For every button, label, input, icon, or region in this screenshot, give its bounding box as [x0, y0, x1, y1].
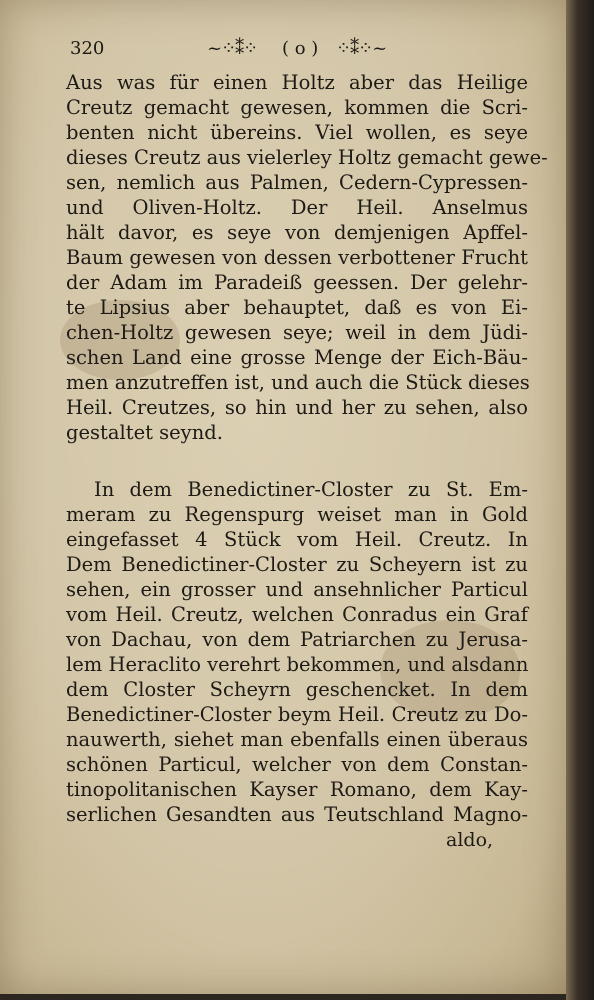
text-line: sehen, ein grosser und ansehnlicher Particul — [66, 578, 528, 601]
text-line: Baum gewesen von dessen verbottener Frucht — [66, 246, 528, 269]
text-line: Benedictiner-Closter beym Heil. Creutz zu Do- — [66, 703, 528, 726]
paragraph-gap — [66, 445, 528, 477]
text-line: Aus was für einen Holtz aber das Heilige — [66, 71, 528, 94]
text-line: Creutz gemacht gewesen, kommen die Scri- — [66, 96, 528, 119]
text-line: Heil. Creutzes, so hin und her zu sehen, also — [66, 396, 528, 419]
text-line: von Dachau, von dem Patriarchen zu Jerusa- — [66, 628, 528, 651]
page-number: 320 — [70, 38, 105, 59]
text-line: hält davor, es seye von demjenigen Apffel- — [66, 221, 528, 244]
text-line: benten nicht übereins. Viel wollen, es seye — [66, 121, 528, 144]
text-line: sen, nemlich aus Palmen, Cedern-Cypressen- — [66, 171, 528, 194]
text-line: meram zu Regenspurg weiset man in Gold — [66, 503, 528, 526]
text-line: chen-Holtz gewesen seye; weil in dem Jüdi- — [66, 321, 528, 344]
book-edge-shadow — [566, 0, 594, 1000]
signature-mark: ( o ) — [282, 38, 319, 59]
text-line: serlichen Gesandten aus Teutschland Magno- — [66, 803, 528, 826]
body-text — [66, 70, 548, 827]
text-line: schen Land eine grosse Menge der Eich-Bäu- — [66, 346, 528, 369]
text-line: dem Closter Scheyrn geschencket. In dem — [66, 678, 528, 701]
text-line: dieses Creutz aus vielerley Holtz gemacht gewe- — [66, 146, 548, 169]
text-line: der Adam im Paradeiß geessen. Der gelehr- — [66, 271, 528, 294]
text-line: tinopolitanischen Kayser Romano, dem Kay- — [66, 778, 528, 801]
text-line: men anzutreffen ist, und auch die Stück dieses — [66, 371, 530, 394]
text-line: te Lipsius aber behauptet, daß es von Ei- — [66, 296, 528, 319]
text-line: schönen Particul, welcher von dem Constan- — [66, 753, 528, 776]
text-line: In dem Benedictiner-Closter zu St. Em- — [94, 478, 528, 501]
text-line: vom Heil. Creutz, welchen Conradus ein Graf — [66, 603, 528, 626]
text-line: gestaltet seynd. — [66, 421, 223, 444]
header-ornament-left: ~⁘⁑⁘ — [207, 38, 258, 59]
paragraph-1 — [66, 70, 548, 445]
header-ornament-right: ⁘⁑⁘~ — [336, 38, 387, 59]
text-line: eingefasset 4 Stück vom Heil. Creutz. In — [66, 528, 528, 551]
text-line: nauwerth, siehet man ebenfalls einen überaus — [66, 728, 528, 751]
paragraph-2 — [66, 477, 528, 827]
catchword: aldo, — [446, 829, 494, 851]
text-line: lem Heraclito verehrt bekommen, und alsdann — [66, 653, 529, 676]
text-line: und Oliven-Holtz. Der Heil. Anselmus — [66, 196, 528, 219]
text-line: Dem Benedictiner-Closter zu Scheyern ist zu — [66, 553, 528, 576]
page-header — [70, 38, 540, 64]
